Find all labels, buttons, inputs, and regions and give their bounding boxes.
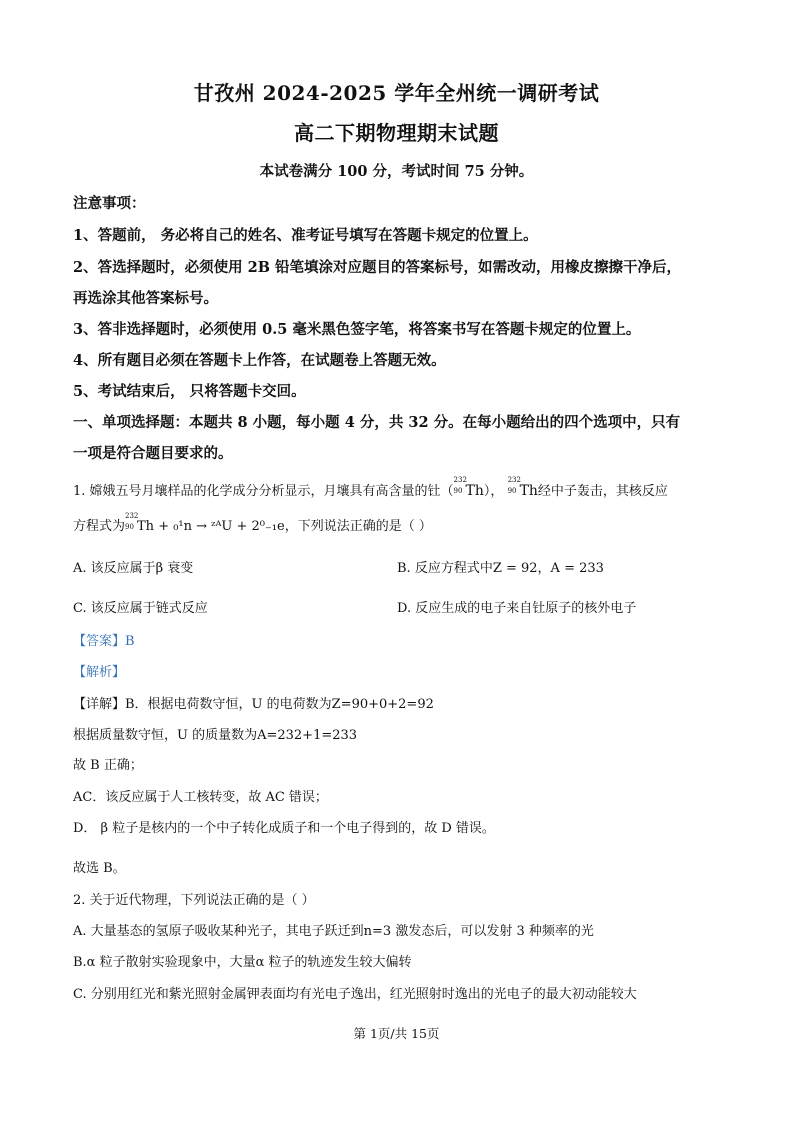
section-heading-cont: 一项是符合题目要求的。: [73, 445, 233, 462]
q1-detail-1: 【详解】B．根据电荷数守恒，U 的电荷数为Z=90+0+2=92: [73, 697, 434, 712]
thorium-nuclide-eq: 232 90: [125, 512, 139, 531]
notice-item-3: 3、答非选择题时，必须使用 0.5 毫米黑色签字笔，将答案书写在答题卡规定的位置上。: [73, 321, 641, 338]
q1-option-b: B. 反应方程式中Z = 92，A = 233: [397, 561, 604, 576]
q2-option-b: B.α 粒子散射实验现象中，大量α 粒子的轨迹发生较大偏转: [73, 955, 412, 970]
notice-item-2-cont: 再选涂其他答案标号。: [73, 290, 218, 307]
q1-answer: 【答案】B: [73, 634, 135, 649]
notice-item-1: 1、答题前， 务必将自己的姓名、准考证号填写在答题卡规定的位置上。: [73, 227, 538, 244]
q2-option-a: A. 大量基态的氢原子吸收某种光子，其电子跃迁到n=3 激发态后，可以发射 3 种频率的光: [73, 924, 594, 939]
q1-option-a: A. 该反应属于β 衰变: [73, 561, 194, 576]
thorium-nuclide-2: 232 90 Th: [507, 476, 538, 499]
notice-item-5: 5、考试结束后， 只将答题卡交回。: [73, 383, 306, 400]
q1-stem: 1. 嫦娥五号月壤样品的化学成分分析显示，月壤具有高含量的钍（ 232 90 Th）， 232 90 Th经中子轰击，其核反应: [73, 476, 668, 499]
exam-info: 本试卷满分 100 分，考试时间 75 分钟。: [259, 163, 534, 180]
q1-detail-5: D． β 粒子是核内的一个中子转化成质子和一个电子得到的，故 D 错误。: [73, 821, 495, 836]
q2-stem: 2. 关于近代物理，下列说法正确的是（ ）: [73, 893, 315, 908]
page-number: 第 1页/共 15页: [353, 1026, 440, 1041]
q1-option-c: C. 该反应属于链式反应: [73, 601, 208, 616]
section-heading: 一、单项选择题：本题共 8 小题，每小题 4 分，共 32 分。在每小题给出的四个选项中，只有: [73, 414, 681, 431]
notice-item-4: 4、所有题目必须在答题卡上作答，在试题卷上答题无效。: [73, 352, 446, 369]
q2-option-c: C. 分别用红光和紫光照射金属钾表面均有光电子逸出，红光照射时逸出的光电子的最大初动能较大: [73, 987, 637, 1002]
q1-option-d: D. 反应生成的电子来自钍原子的核外电子: [397, 601, 637, 616]
q1-analysis-label: 【解析】: [73, 665, 126, 680]
notice-item-2: 2、答选择题时，必须使用 2B 铅笔填涂对应题目的答案标号，如需改动，用橡皮擦擦干净后，: [73, 259, 682, 276]
exam-title: 甘孜州 2024-2025 学年全州统一调研考试: [193, 81, 600, 105]
thorium-nuclide: 232 90 Th: [453, 476, 484, 499]
q1-conclusion: 故选 B。: [73, 861, 126, 876]
exam-subtitle: 高二下期物理期末试题: [294, 121, 499, 145]
q1-detail-4: AC．该反应属于人工核转变，故 AC 错误；: [73, 790, 328, 805]
q1-detail-3: 故 B 正确；: [73, 758, 143, 773]
q1-equation: 方程式为 232 90 Th + ₀¹n → ᶻᴬU + 2⁰₋₁e，下列说法正确的是（ ）: [73, 512, 432, 534]
q1-detail-2: 根据质量数守恒，U 的质量数为A=232+1=233: [73, 728, 358, 743]
notice-heading: 注意事项：: [73, 195, 146, 212]
